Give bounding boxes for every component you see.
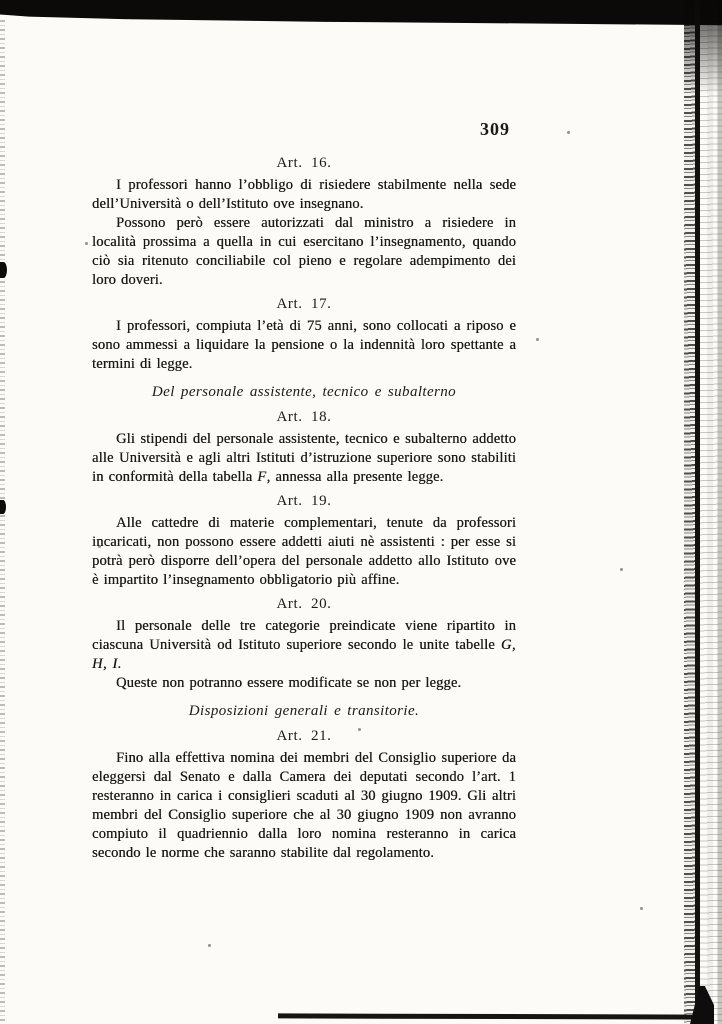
text-column <box>92 118 516 863</box>
article-20-heading: Art. 20. <box>276 596 332 612</box>
article-21-heading: Art. 21. <box>276 728 332 744</box>
article-18-paragraph-1 <box>92 430 516 487</box>
scan-speck <box>85 242 88 245</box>
book-spine-gutter <box>684 0 722 1024</box>
page-number: 309 <box>480 119 510 139</box>
scan-speck <box>640 907 643 910</box>
article-19-heading: Art. 19. <box>276 493 332 509</box>
article-16-paragraph-1: I professori hanno l’obbligo di risiedere stabilmente nella sede dell’Università o dell’Istituto ove insegnano. <box>92 177 516 212</box>
section-heading-disposizioni: Disposizioni generali e transitorie. <box>188 703 420 719</box>
article-20-paragraph-1 <box>92 617 516 674</box>
article-19-paragraph-1: Alle cattedre di materie complementari, tenute da professori incaricati, non possono essere addetti aiuti nè assistenti : per esse si potrà però disporre dell’opera del personale addetto allo Istituto ove è impartito l’insegnamento obbligatorio più affine. <box>92 515 516 588</box>
scan-artifact-mark <box>0 262 7 278</box>
gutter-top-shadow <box>684 0 722 95</box>
article-17-paragraph-1: I professori, compiuta l’età di 75 anni, sono collocati a riposo e sono ammessi a liquidare la pensione o la indennità loro spettante a termini di legge. <box>92 318 516 372</box>
scan-artifact-mark <box>0 500 6 514</box>
paragraph-text: Gli stipendi del personale assistente, tecnico e subalterno addetto alle Università e agli altri Istituti d’istruzione superiore sono stabiliti in conformità della tabella <box>92 431 516 485</box>
article-16-heading: Art. 16. <box>276 155 332 171</box>
scan-artifact-top-bar <box>0 0 722 26</box>
scan-artifact-left-edge <box>0 20 5 1024</box>
article-21-paragraph-1: Fino alla effettiva nomina dei membri del Consiglio superiore da eleggersi dal Senato e dalla Camera dei deputati secondo l’art. 1 resteranno in carica i consiglieri scaduti al 30 giugno 1909. Gli altri membri del Consiglio superiore che al 30 giugno 1909 non avranno compiuto il quadriennio dalla loro nomina resteranno in carica secondo le norme che saranno stabilite dal regolamento. <box>92 750 516 861</box>
gutter-speckle-band <box>684 0 695 1024</box>
article-20-paragraph-2: Queste non potranno essere modificate se non per legge. <box>116 675 462 691</box>
section-heading-personale: Del personale assistente, tecnico e subalterno <box>151 384 457 400</box>
table-reference-italic: G, H, I. <box>92 637 516 672</box>
paragraph-text: Il personale delle tre categorie preindicate viene ripartito in ciascuna Università od Istituto superiore secondo le unite tabelle <box>92 618 516 653</box>
scan-artifact-bottom-line <box>278 1013 708 1019</box>
table-reference-italic: F <box>257 469 267 485</box>
scan-speck <box>208 944 211 947</box>
scan-speck <box>567 131 570 134</box>
article-16-paragraph-2: Possono però essere autorizzati dal ministro a risiedere in località prossima a quella in cui esercitano l’insegnamento, quando ciò sia ritenuto conciliabile col pieno e regolare adempimento dei loro doveri. <box>92 215 516 288</box>
gutter-right-texture <box>700 0 722 1024</box>
scan-speck <box>536 338 539 341</box>
scan-speck <box>620 568 623 571</box>
paragraph-text: , annessa alla presente legge. <box>266 469 444 485</box>
article-17-heading: Art. 17. <box>276 296 332 312</box>
article-18-heading: Art. 18. <box>276 409 332 425</box>
